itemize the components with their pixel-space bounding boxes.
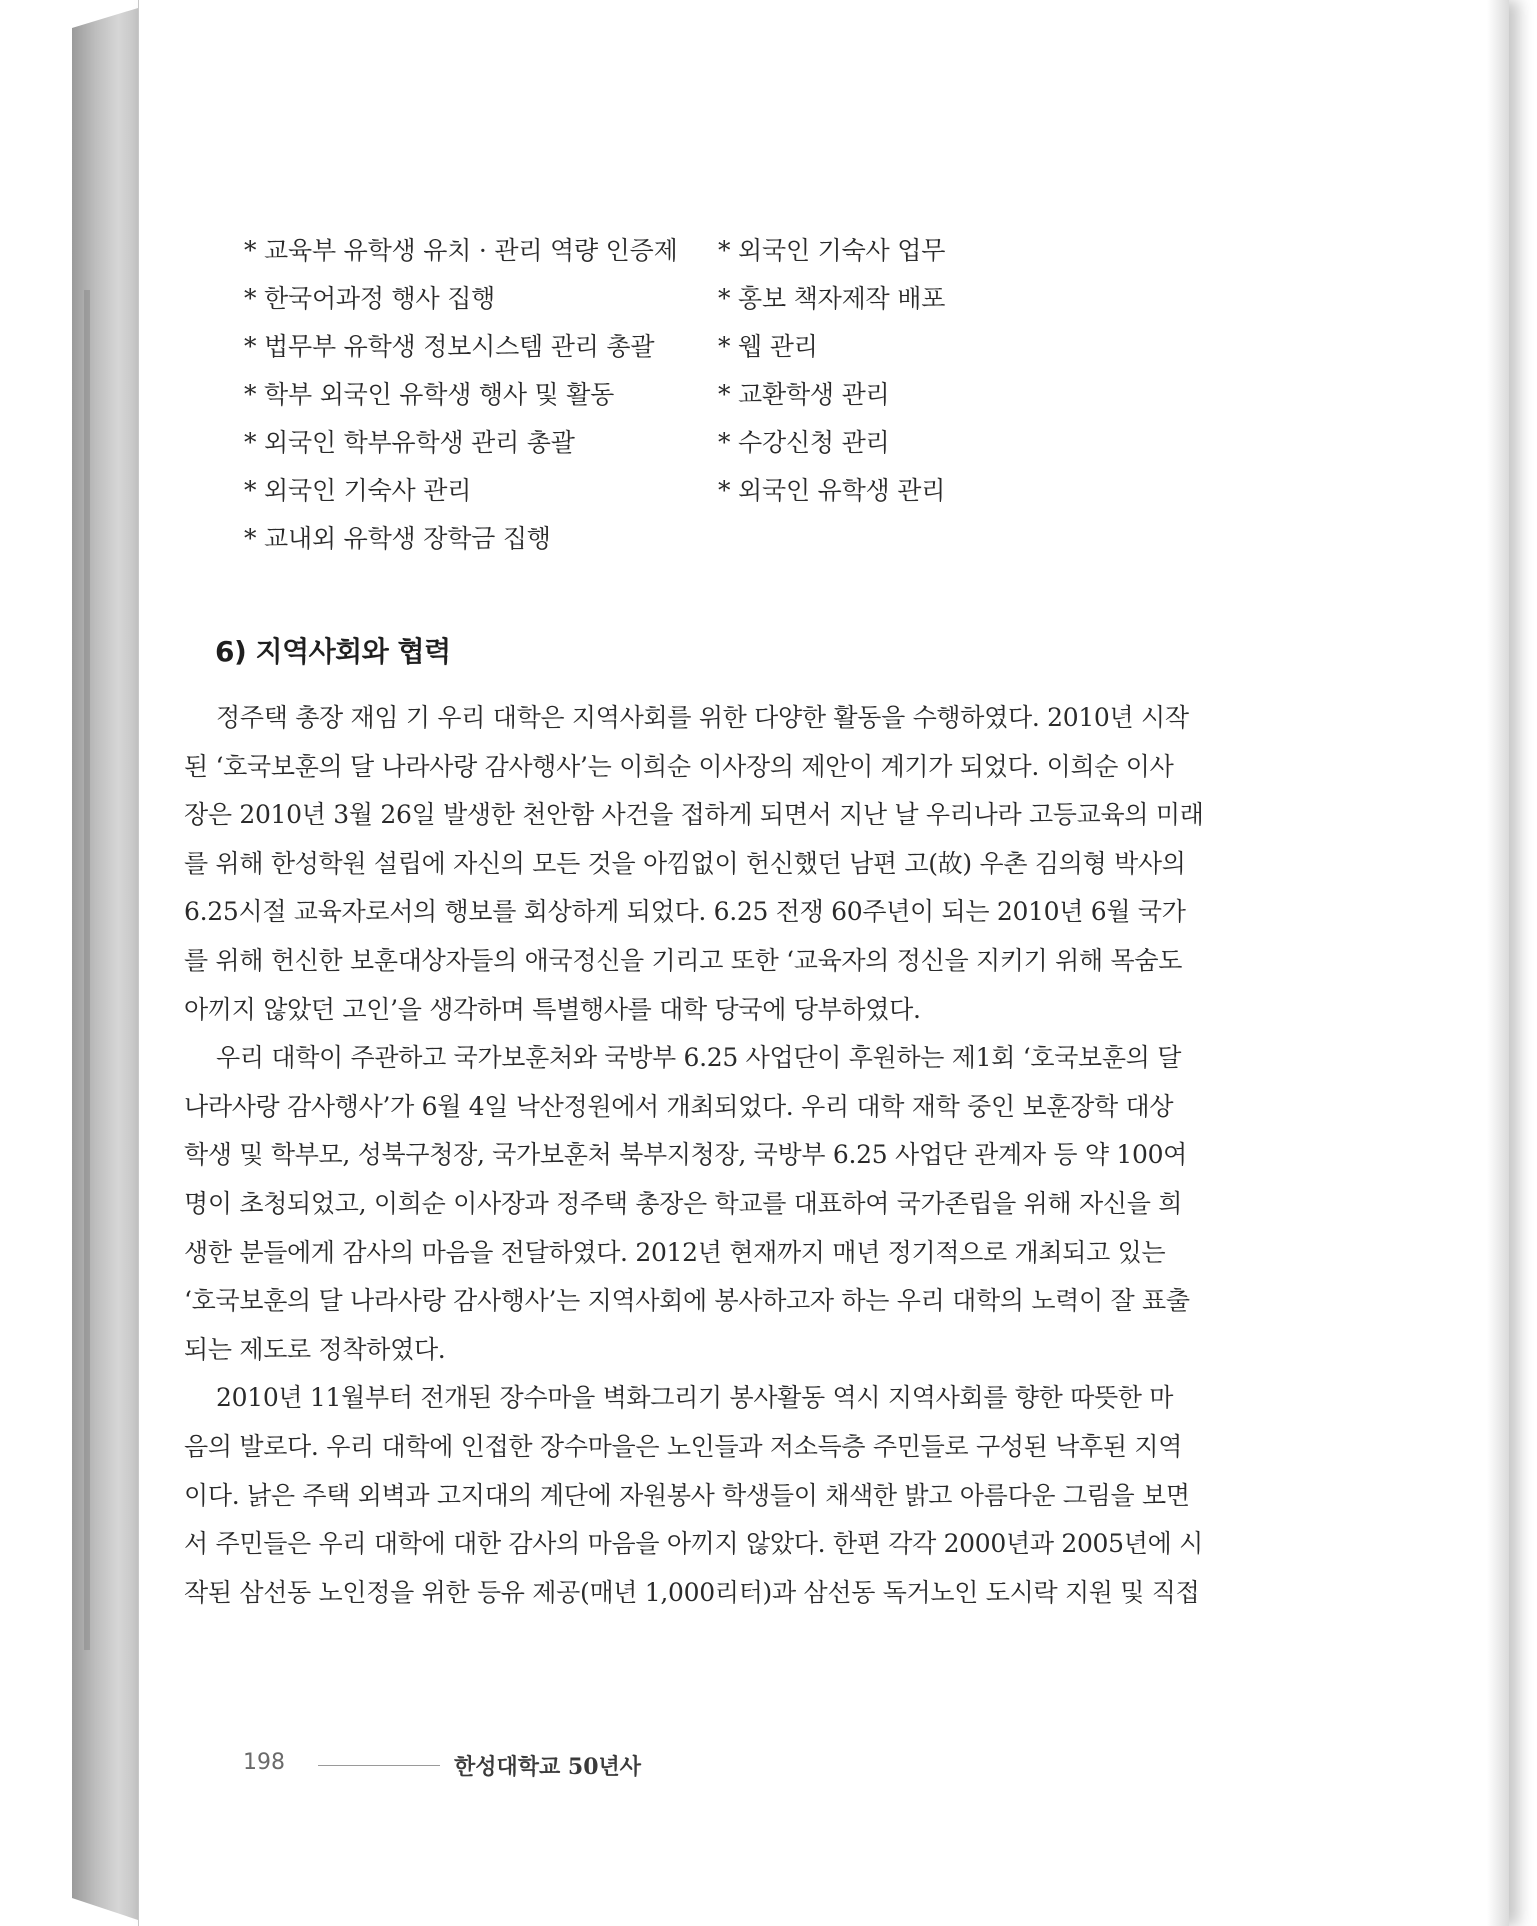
page-number: 198 <box>243 1750 285 1775</box>
body-line: 아끼지 않았던 고인’을 생각하며 특별행사를 대학 당국에 당부하였다. <box>184 994 921 1024</box>
duty-list-right <box>718 227 945 515</box>
body-line: 학생 및 학부모, 성북구청장, 국가보훈처 북부지청장, 국방부 6.25 사업단 관계자 등 약 100여 <box>184 1140 1188 1170</box>
list-item: * 외국인 유학생 관리 <box>718 476 946 505</box>
body-line: 되는 제도로 정착하였다. <box>184 1334 446 1364</box>
list-item: * 외국인 기숙사 업무 <box>718 236 946 265</box>
body-line: 명이 초청되었고, 이희순 이사장과 정주택 총장은 학교를 대표하여 국가존립을 위해 자신을 희 <box>184 1188 1183 1218</box>
body-text <box>184 694 1204 1617</box>
body-line: 6.25시절 교육자로서의 행보를 회상하게 되었다. 6.25 전쟁 60주년이 되는 2010년 6월 국가 <box>184 897 1186 927</box>
duty-list-left <box>244 227 678 563</box>
body-line: 나라사랑 감사행사’가 6월 4일 낙산정원에서 개최되었다. 우리 대학 재학 중인 보훈장학 대상 <box>184 1091 1174 1121</box>
body-line: 정주택 총장 재임 기 우리 대학은 지역사회를 위한 다양한 활동을 수행하였다. 2010년 시작 <box>216 703 1189 732</box>
body-line: 장은 2010년 3월 26일 발생한 천안함 사건을 접하게 되면서 지난 날 우리나라 고등교육의 미래 <box>184 800 1204 830</box>
body-line: 된 ‘호국보훈의 달 나라사랑 감사행사’는 이희순 이사장의 제안이 계기가 되었다. 이희순 이사 <box>184 751 1174 781</box>
page-edge-shadow <box>1487 0 1509 1926</box>
list-item: * 법무부 유학생 정보시스템 관리 총괄 <box>244 332 655 361</box>
section-title: 6) 지역사회와 협력 <box>215 635 451 668</box>
body-line: ‘호국보훈의 달 나라사랑 감사행사’는 지역사회에 봉사하고자 하는 우리 대학의 노력이 잘 표출 <box>184 1286 1190 1316</box>
footer-divider <box>318 1765 440 1766</box>
list-item: * 외국인 기숙사 관리 <box>244 476 472 505</box>
list-item: * 웹 관리 <box>718 332 818 361</box>
body-line: 생한 분들에게 감사의 마음을 전달하였다. 2012년 현재까지 매년 정기적으로 개최되고 있는 <box>184 1237 1166 1267</box>
list-item: * 교육부 유학생 유치 · 관리 역량 인증제 <box>244 236 678 265</box>
body-line: 작된 삼선동 노인정을 위한 등유 제공(매년 1,000리터)과 삼선동 독거노인 도시락 지원 및 직접 <box>184 1577 1200 1607</box>
body-line: 음의 발로다. 우리 대학에 인접한 장수마을은 노인들과 저소득층 주민들로 구성된 낙후된 지역 <box>184 1431 1183 1461</box>
book-page-edges <box>72 8 138 1920</box>
body-line: 를 위해 한성학원 설립에 자신의 모든 것을 아낌없이 헌신했던 남편 고(故) 우촌 김의형 박사의 <box>184 848 1186 878</box>
list-item: * 학부 외국인 유학생 행사 및 활동 <box>244 380 615 409</box>
list-item: * 한국어과정 행사 집행 <box>244 284 496 313</box>
body-line: 2010년 11월부터 전개된 장수마을 벽화그리기 봉사활동 역시 지역사회를 향한 따뜻한 마 <box>216 1383 1174 1413</box>
body-line: 를 위해 헌신한 보훈대상자들의 애국정신을 기리고 또한 ‘교육자의 정신을 지키기 위해 목숨도 <box>184 945 1183 975</box>
book-title: 한성대학교 50년사 <box>454 1754 642 1780</box>
book-spine-shadow <box>84 290 90 1650</box>
body-line: 이다. 낡은 주택 외벽과 고지대의 계단에 자원봉사 학생들이 채색한 밝고 아름다운 그림을 보면 <box>184 1480 1190 1510</box>
list-item: * 수강신청 관리 <box>718 428 890 457</box>
list-item: * 교내외 유학생 장학금 집행 <box>244 524 551 553</box>
list-item: * 외국인 학부유학생 관리 총괄 <box>244 428 575 457</box>
body-line: 서 주민들은 우리 대학에 대한 감사의 마음을 아끼지 않았다. 한편 각각 2000년과 2005년에 시 <box>184 1529 1203 1559</box>
list-item: * 홍보 책자제작 배포 <box>718 284 946 313</box>
list-item: * 교환학생 관리 <box>718 380 890 409</box>
body-line: 우리 대학이 주관하고 국가보훈처와 국방부 6.25 사업단이 후원하는 제1회 ‘호국보훈의 달 <box>216 1043 1182 1073</box>
